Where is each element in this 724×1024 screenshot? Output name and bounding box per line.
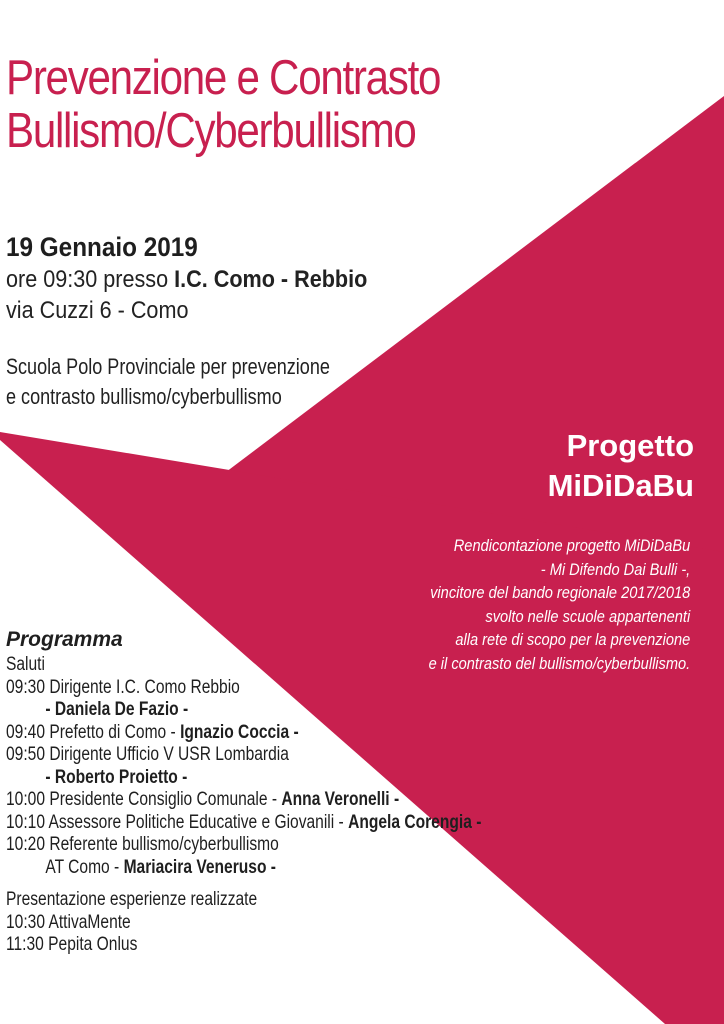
experience-item: 11:30 Pepita Onlus — [6, 934, 138, 955]
program-item: 09:40 Prefetto di Como - Ignazio Coccia - — [6, 721, 299, 743]
program-saluti: Saluti — [6, 654, 45, 675]
speaker-name: - Roberto Proietto — [45, 766, 178, 788]
program-item: 10:20 Referente bullismo/cyberbullismo — [6, 834, 279, 855]
project-desc-line: - Mi Difendo Dai Bulli -, — [540, 559, 690, 579]
speaker-name: Angela Corengia — [348, 811, 472, 833]
project-desc-line: svolto nelle scuole appartenenti — [485, 606, 690, 626]
presentation-heading: Presentazione esperienze realizzate — [6, 889, 258, 910]
project-title-line-1: Progetto — [566, 428, 694, 463]
program-section — [6, 626, 586, 957]
speaker-name: Anna Veronelli — [281, 789, 390, 810]
program-item: AT Como - Mariacira Veneruso - — [45, 856, 276, 878]
speaker-name: Mariacira Veneruso — [123, 856, 267, 878]
project-desc-line: vincitore del bando regionale 2017/2018 — [429, 583, 690, 602]
speaker-name: - Daniela De Fazio — [45, 699, 179, 720]
event-address: via Cuzzi 6 - Como — [6, 297, 189, 324]
program-list — [6, 654, 481, 957]
project-desc-line: alla rete di scopo per la prevenzione — [455, 630, 690, 649]
program-item: 10:00 Presidente Consiglio Comunale - Anna Veronelli - — [6, 789, 400, 810]
experience-item: 10:30 AttivaMente — [6, 911, 131, 933]
project-title-line-2: MiDiDaBu — [547, 468, 694, 503]
event-venue: I.C. Como - Rebbio — [174, 266, 368, 293]
program-item: 09:50 Dirigente Ufficio V USR Lombardia — [6, 744, 289, 765]
program-item: 10:10 Assessore Politiche Educative e Giovanili - Angela Corengia - — [6, 811, 482, 833]
project-desc-line: e il contrasto del bullismo/cyberbullismo. — [428, 653, 690, 673]
event-date: 19 Gennaio 2019 — [6, 232, 198, 262]
program-item: 09:30 Dirigente I.C. Como Rebbio — [6, 676, 240, 698]
polo-line-1: Scuola Polo Provinciale per prevenzione — [6, 354, 330, 379]
poster-title — [6, 52, 440, 158]
program-item: - Roberto Proietto - — [45, 766, 188, 788]
event-details — [6, 230, 367, 326]
speaker-name: Ignazio Coccia — [180, 721, 290, 743]
spacer — [6, 879, 481, 889]
title-line-1: Prevenzione e Contrasto — [6, 51, 441, 105]
program-item: - Daniela De Fazio - — [45, 699, 189, 720]
polo-line-2: e contrasto bullismo/cyberbullismo — [6, 384, 282, 409]
polo-provinciale — [6, 352, 330, 412]
event-time-venue — [6, 264, 367, 295]
event-time: ore 09:30 presso — [6, 266, 175, 293]
program-heading: Programma — [6, 628, 123, 651]
title-line-2: Bullismo/Cyberbullismo — [6, 104, 416, 158]
project-desc-line: Rendicontazione progetto MiDiDaBu — [453, 536, 690, 555]
project-title — [548, 426, 694, 506]
